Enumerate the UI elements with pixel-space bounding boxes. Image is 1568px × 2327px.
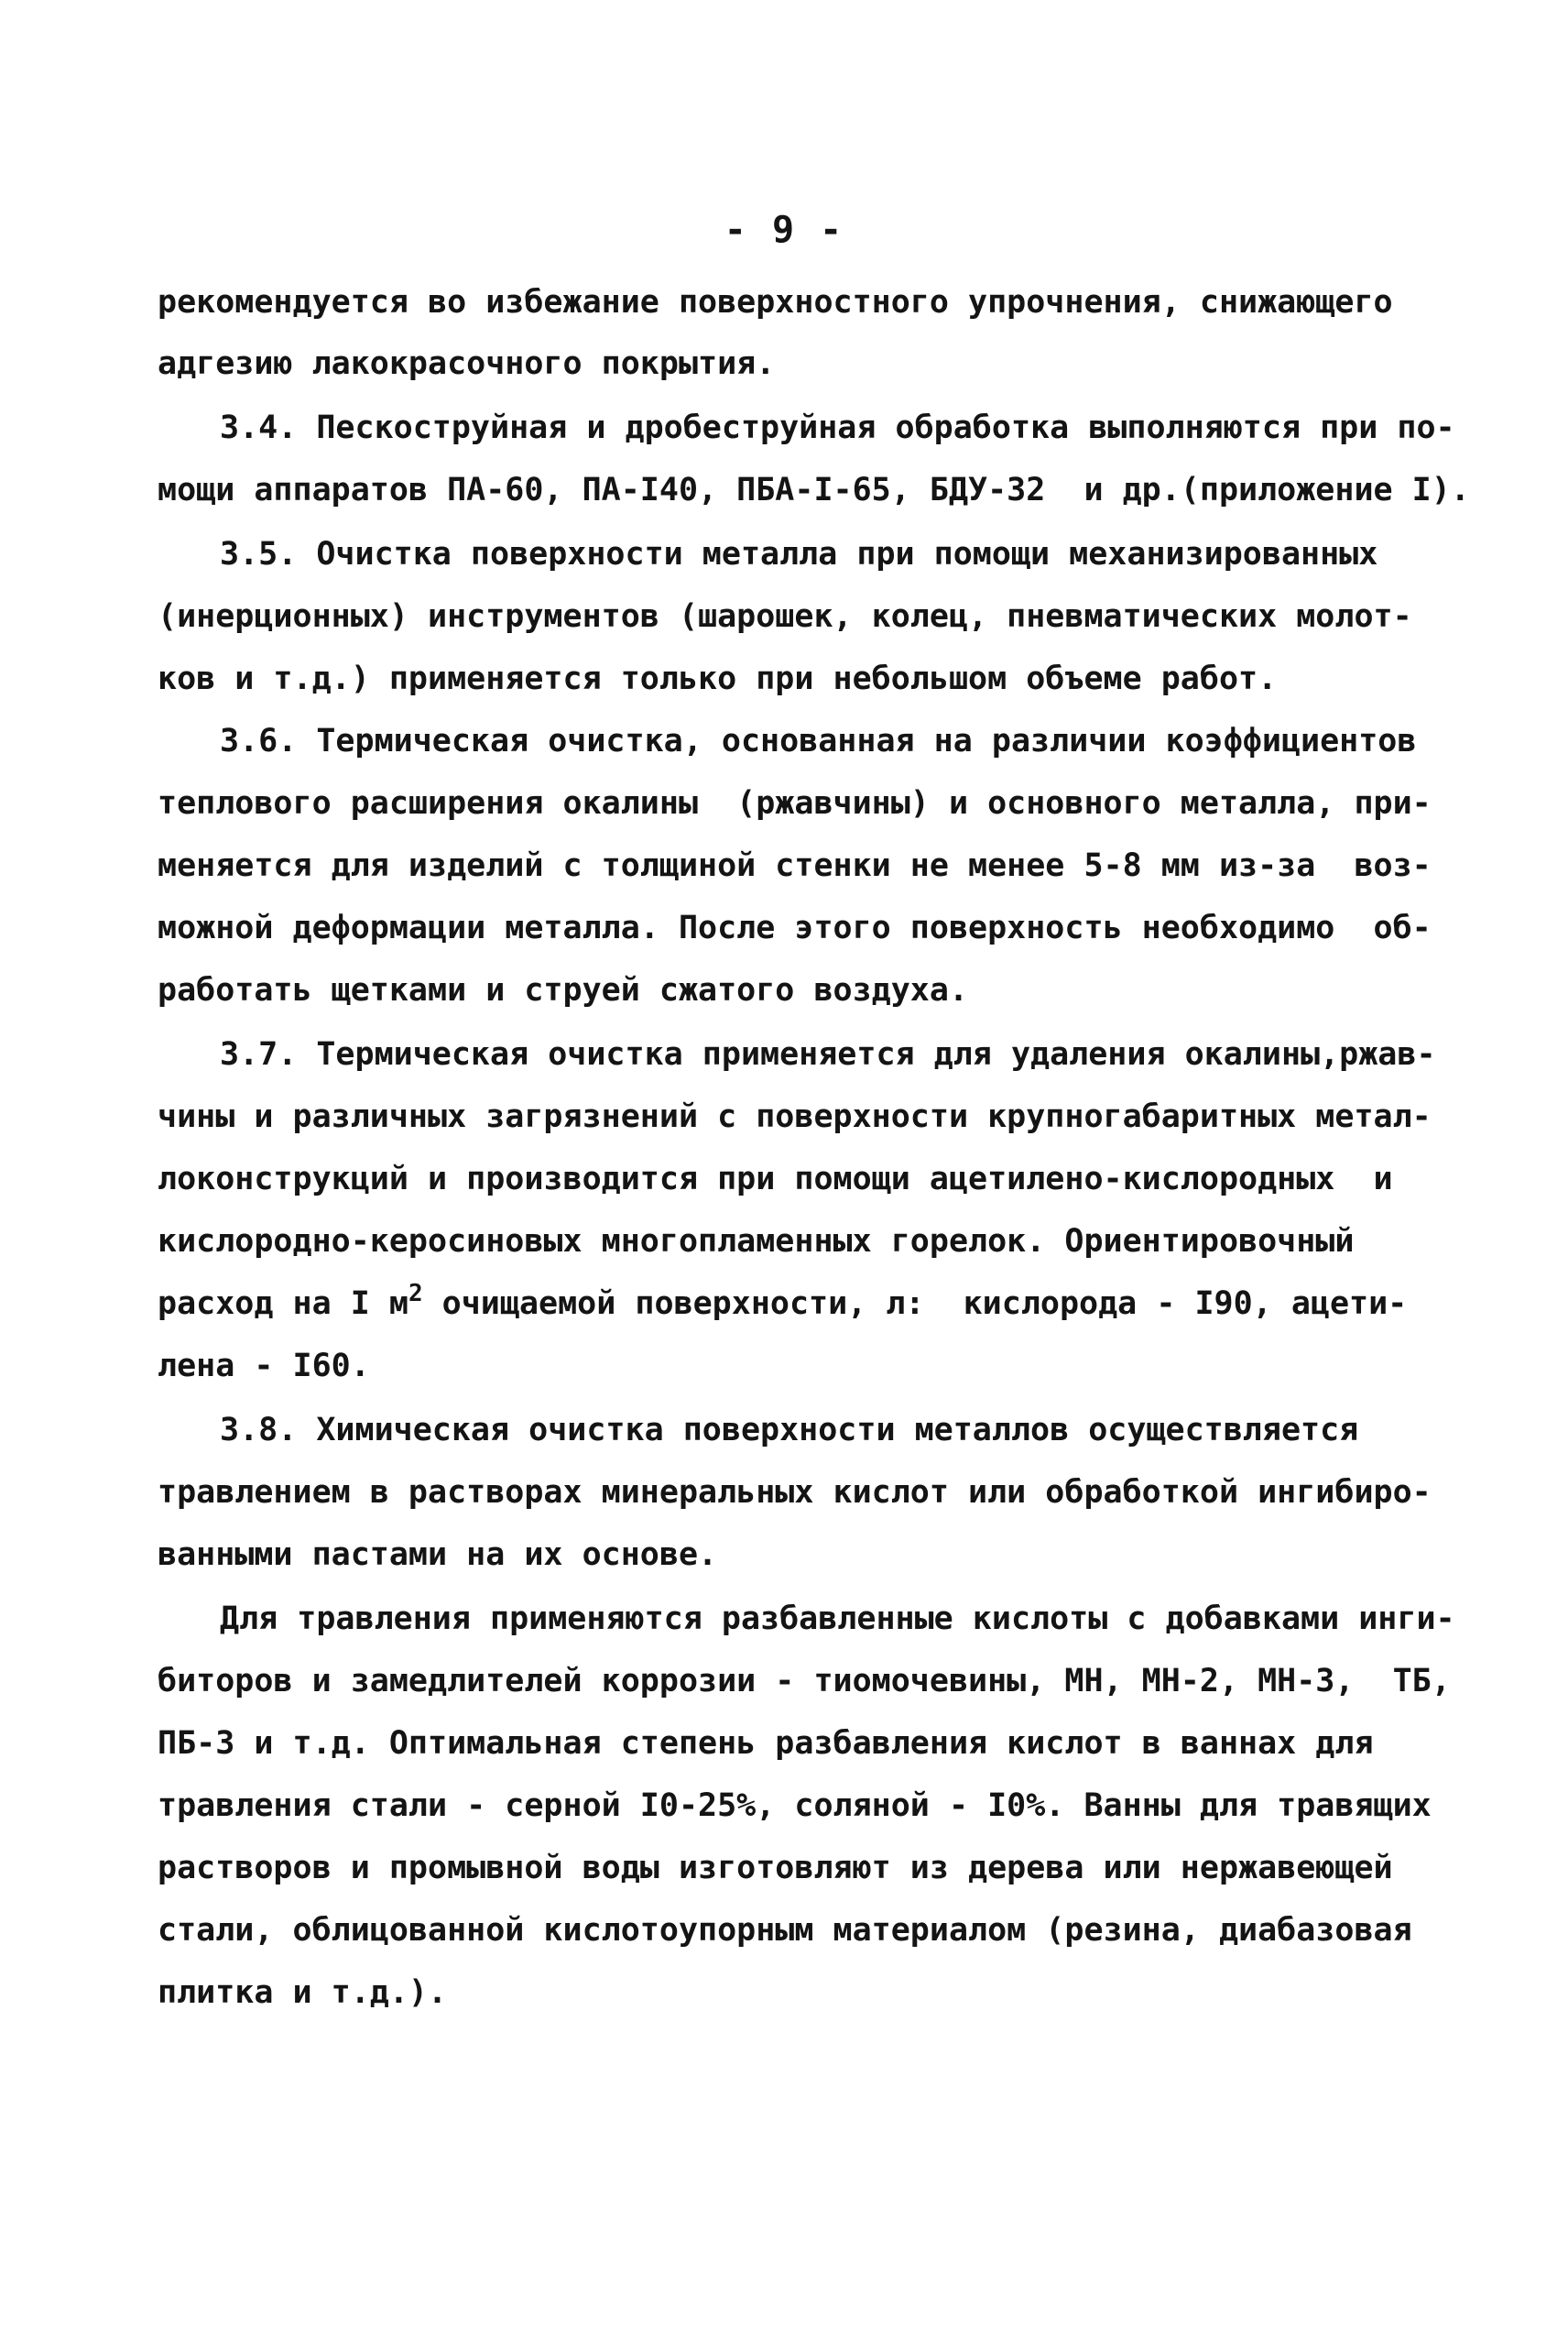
text-line: (инерционных) инструментов (шарошек, колец, пневматических молот- (158, 598, 1412, 635)
text-line: чины и различных загрязнений с поверхности крупногабаритных метал- (158, 1098, 1432, 1135)
text-line: можной деформации металла. После этого поверхность необходимо об- (158, 910, 1432, 946)
paragraph-3-7-line: 3.7. Термическая очистка применяется для удаления окалины,ржав- (220, 1036, 1436, 1073)
paragraph-3-5-line: 3.5. Очистка поверхности металла при помощи механизированных (220, 536, 1378, 573)
paragraph-3-4-line: 3.4. Пескоструйная и дробеструйная обработка выполняются при по- (220, 410, 1455, 446)
text-line: ванными пастами на их основе. (158, 1536, 718, 1573)
paragraph-etching-line: Для травления применяются разбавленные кислоты с добавками инги- (220, 1600, 1455, 1637)
text-line: теплового расширения окалины (ржавчины) и основного металла, при- (158, 785, 1432, 822)
text-line: рекомендуется во избежание поверхностного упрочнения, снижающего (158, 284, 1393, 321)
text-line: ков и т.д.) применяется только при небольшом объеме работ. (158, 661, 1278, 697)
text-line: кислородно-керосиновых многопламенных горелок. Ориентировочный (158, 1223, 1355, 1260)
page-number: - 9 - (724, 209, 844, 251)
paragraph-3-8-line: 3.8. Химическая очистка поверхности металлов осуществляется (220, 1412, 1359, 1448)
text-line: мощи аппаратов ПА-60, ПА-I40, ПБА-I-65, БДУ-32 и др.(приложение I). (158, 472, 1470, 508)
text-line: лена - I60. (158, 1348, 370, 1384)
text-line: травления стали - серной I0-25%, соляной - I0%. Ванны для травящих (158, 1787, 1432, 1824)
text-line: травлением в растворах минеральных кислот или обработкой ингибиро- (158, 1474, 1432, 1511)
text-fragment: очищаемой поверхности, л: кислорода - I90, ацети- (422, 1285, 1408, 1322)
text-line: стали, облицованной кислотоупорным материалом (резина, диабазовая (158, 1912, 1412, 1949)
superscript-exponent: 2 (408, 1280, 423, 1307)
text-line: локонструкций и производится при помощи ацетилено-кислородных и (158, 1161, 1393, 1197)
text-line: ПБ-3 и т.д. Оптимальная степень разбавления кислот в ваннах для (158, 1725, 1374, 1762)
text-line: биторов и замедлителей коррозии - тиомочевины, МН, МН-2, МН-3, ТБ, (158, 1663, 1451, 1699)
text-line: плитка и т.д.). (158, 1974, 448, 2011)
text-line: растворов и промывной воды изготовляют из дерева или нержавеющей (158, 1850, 1393, 1886)
text-line: адгезию лакокрасочного покрытия. (158, 345, 776, 382)
text-fragment: расход на I м (158, 1285, 408, 1322)
text-line-with-superscript (158, 1280, 1408, 1324)
paragraph-3-6-line: 3.6. Термическая очистка, основанная на различии коэффициентов (220, 723, 1417, 759)
text-line: меняется для изделий с толщиной стенки не менее 5-8 мм из-за воз- (158, 847, 1432, 884)
text-line: работать щетками и струей сжатого воздуха. (158, 972, 969, 1009)
